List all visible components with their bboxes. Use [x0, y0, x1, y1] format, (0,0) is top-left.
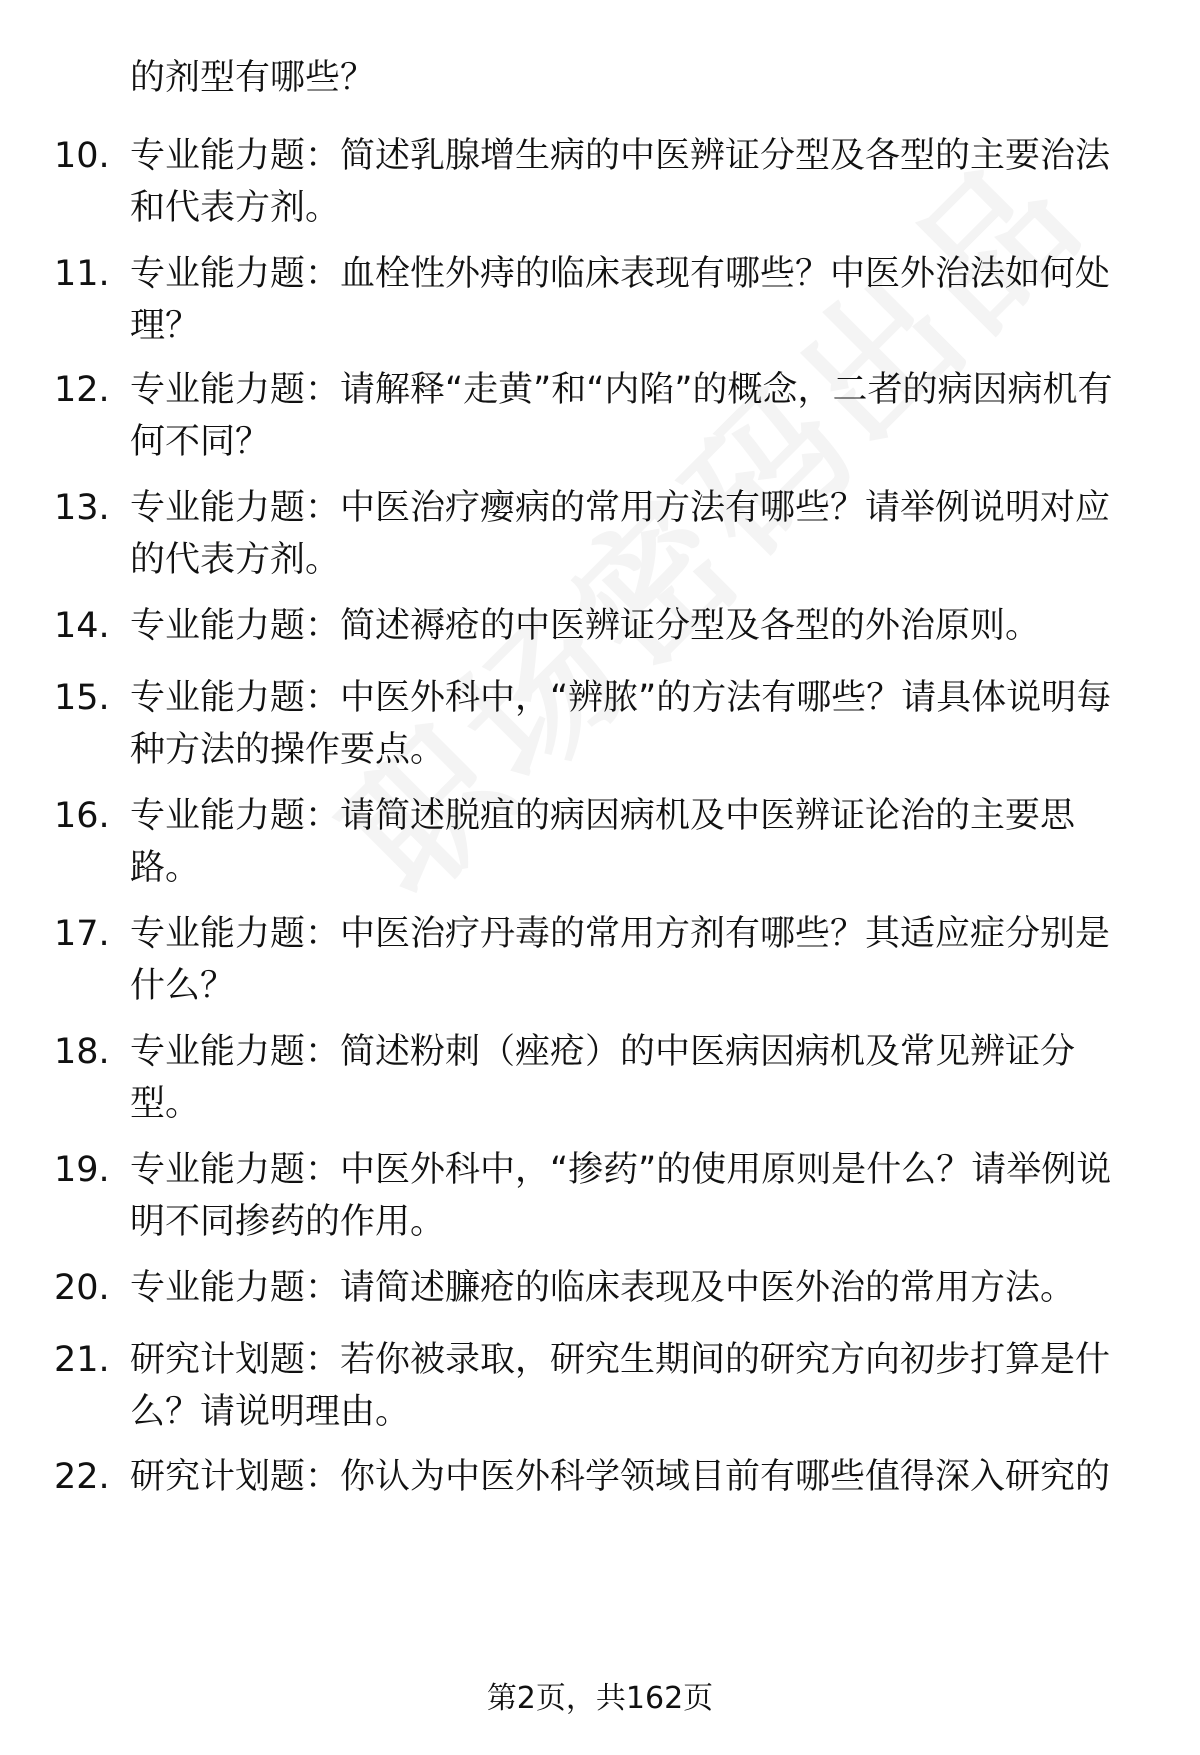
question-text: 专业能力题：中医治疗瘿病的常用方法有哪些？请举例说明对应的代表方剂。	[130, 488, 1111, 580]
question-number: 18.	[54, 1032, 110, 1072]
question-text: 专业能力题：血栓性外痔的临床表现有哪些？中医外治法如何处理？	[130, 254, 1111, 346]
question-number: 10.	[54, 136, 110, 176]
question-number: 20.	[54, 1268, 110, 1308]
question-number: 13.	[54, 488, 110, 528]
page-footer: 第2页，共162页	[486, 1681, 714, 1716]
question-text: 研究计划题：若你被录取，研究生期间的研究方向初步打算是什么？请说明理由。	[130, 1340, 1111, 1432]
question-text: 专业能力题：请解释“走黄”和“内陷”的概念，二者的病因病机有何不同？	[130, 370, 1113, 462]
question-number: 11.	[54, 254, 110, 294]
question-text: 专业能力题：简述粉刺（痤疮）的中医病因病机及常见辨证分型。	[130, 1032, 1076, 1124]
question-number: 14.	[54, 606, 110, 646]
question-number: 19.	[54, 1150, 110, 1190]
question-text: 专业能力题：中医外科中，“辨脓”的方法有哪些？请具体说明每种方法的操作要点。	[130, 678, 1112, 770]
question-text: 专业能力题：简述乳腺增生病的中医辨证分型及各型的主要治法和代表方剂。	[130, 136, 1111, 228]
question-text: 专业能力题：中医治疗丹毒的常用方剂有哪些？其适应症分别是什么？	[130, 914, 1111, 1006]
question-text: 专业能力题：中医外科中，“掺药”的使用原则是什么？请举例说明不同掺药的作用。	[130, 1150, 1112, 1242]
question-number: 22.	[54, 1457, 110, 1497]
question-text: 研究计划题：你认为中医外科学领域目前有哪些值得深入研究的	[130, 1457, 1111, 1497]
question-text: 专业能力题：请简述脱疽的病因病机及中医辨证论治的主要思路。	[130, 796, 1076, 888]
question-number: 21.	[54, 1340, 110, 1380]
question-number: 17.	[54, 914, 110, 954]
question-text: 专业能力题：简述褥疮的中医辨证分型及各型的外治原则。	[130, 606, 1041, 646]
question-number: 12.	[54, 370, 110, 410]
question-number: 16.	[54, 796, 110, 836]
continuation-text: 的剂型有哪些？	[130, 58, 376, 98]
question-number: 15.	[54, 678, 110, 718]
question-text: 专业能力题：请简述臁疮的临床表现及中医外治的常用方法。	[130, 1268, 1076, 1308]
